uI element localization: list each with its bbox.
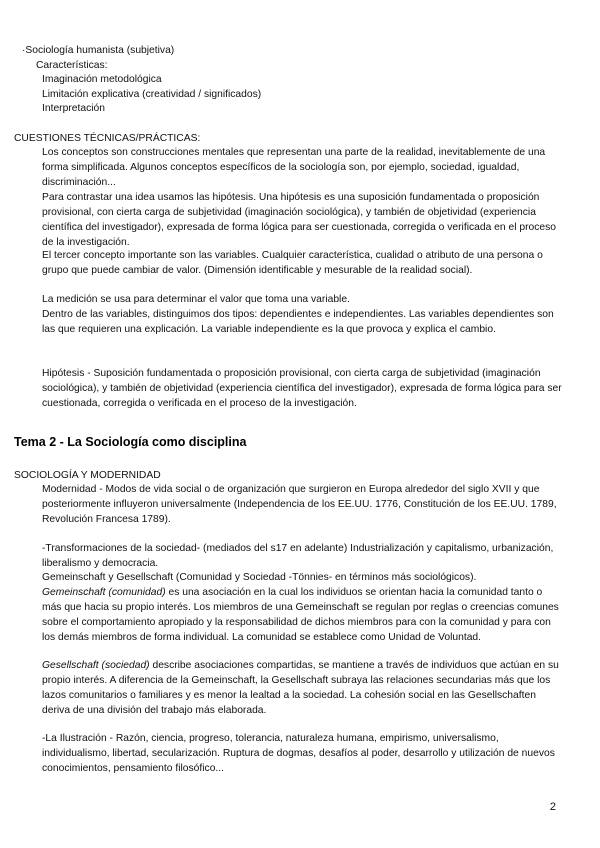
modernidad-heading: SOCIOLOGÍA Y MODERNIDAD <box>14 470 161 481</box>
paragraph-tipos-variables: Dentro de las variables, distinguimos dos tipos: dependientes e independientes. Las variables dependientes son las que requieren una explicación. La variable independiente es la que provoca y explica el cambio. <box>42 309 554 335</box>
list-item: Limitación explicativa (creatividad / significados) <box>42 89 262 100</box>
paragraph-gemeinschaft <box>42 585 562 645</box>
list-item: Imaginación metodológica <box>42 74 162 85</box>
paragraph-ilustracion: -La Ilustración - Razón, ciencia, progreso, tolerancia, naturaleza humana, empirismo, universalismo, individualismo, libertad, secularización. Ruptura de dogmas, desafíos al poder, desarrollo y utilización de nuevos conocimientos, pensamiento filosófico... <box>42 733 555 774</box>
paragraph-conceptos: Los conceptos son construcciones mentales que representan una parte de la realidad, inevitablemente de una forma simplificada. Algunos conceptos específicos de la sociología son, por ejemplo, sociedad, igualdad, discriminación... <box>42 147 546 188</box>
tema-title: Tema 2 - La Sociología como disciplina <box>14 435 247 449</box>
gemeinschaft-text: es una asociación en la cual los individuos se orientan hacia la comunidad tanto o más que hacia su propio interés. Los miembros de una Gemeinschaft se regulan por reglas o creencias comunes sobre el comportamiento apropiado y la responsabilidad de dichos miembros para con la comunidad y para con los demás miembros de forma individual. La comunidad se establece como Unidad de Voluntad. <box>42 587 559 643</box>
characteristics-label: Características: <box>36 60 108 71</box>
paragraph-transformaciones: -Transformaciones de la sociedad- (mediados del s17 en adelante) Industrialización y capitalismo, urbanización, liberalismo y democracia. <box>42 543 554 569</box>
page-number: 2 <box>549 801 556 813</box>
cuestiones-heading: CUESTIONES TÉCNICAS/PRÁCTICAS: <box>14 133 201 144</box>
paragraph-modernidad: Modernidad - Modos de vida social o de organización que surgieron en Europa alrededor del siglo XVII y que posteriormente influyeron universalmente (Independencia de los EE.UU. 1776, Constitución de los EE.UU. 1789, Revolución Francesa 1789). <box>42 484 557 525</box>
paragraph-hipotesis: Para contrastar una idea usamos las hipótesis. Una hipótesis es una suposición fundamentada o proposición provisional, con cierta carga de subjetividad (imaginación sociológica), y también de objetividad (experiencia científica del investigador), expresada de forma lógica para ser cuestionada, corregida o verificada en el proceso de la investigación. <box>42 192 556 248</box>
list-item: Interpretación <box>42 103 105 114</box>
term-gemeinschaft: Gemeinschaft (comunidad) <box>42 587 166 598</box>
term-gesellschaft: Gesellschaft (sociedad) <box>42 660 150 671</box>
paragraph-gemeinschaft-gesellschaft: Gemeinschaft y Gesellschaft (Comunidad y Sociedad -Tönnies- en términos más sociológicos). <box>42 572 477 583</box>
paragraph-hipotesis-def: Hipótesis - Suposición fundamentada o proposición provisional, con cierta carga de subjetividad (imaginación sociológica), y también de objetividad (experiencia científica del investigador), expresada de forma lógica para ser cuestionada, corregida o verificada en el proceso de la investigación. <box>42 368 562 409</box>
paragraph-medicion: La medición se usa para determinar el valor que toma una variable. <box>42 294 350 305</box>
gesellschaft-text: describe asociaciones compartidas, se mantiene a través de individuos que actúan en su propio interés. A diferencia de la Gemeinschaft, la Gesellschaft subraya las relaciones secundarias más que los lazos comunitarios o familiares y es menor la lealtad a la sociedad. La cohesión social en las Gesellschaften deriva de una división del trabajo más elaborada. <box>42 660 559 716</box>
humanist-heading: ·Sociología humanista (subjetiva) <box>22 45 175 56</box>
paragraph-variables: El tercer concepto importante son las variables. Cualquier característica, cualidad o atributo de una persona o grupo que puede cambiar de valor. (Dimensión identificable y mesurable de la realidad social). <box>42 250 543 276</box>
paragraph-gesellschaft <box>42 658 562 718</box>
